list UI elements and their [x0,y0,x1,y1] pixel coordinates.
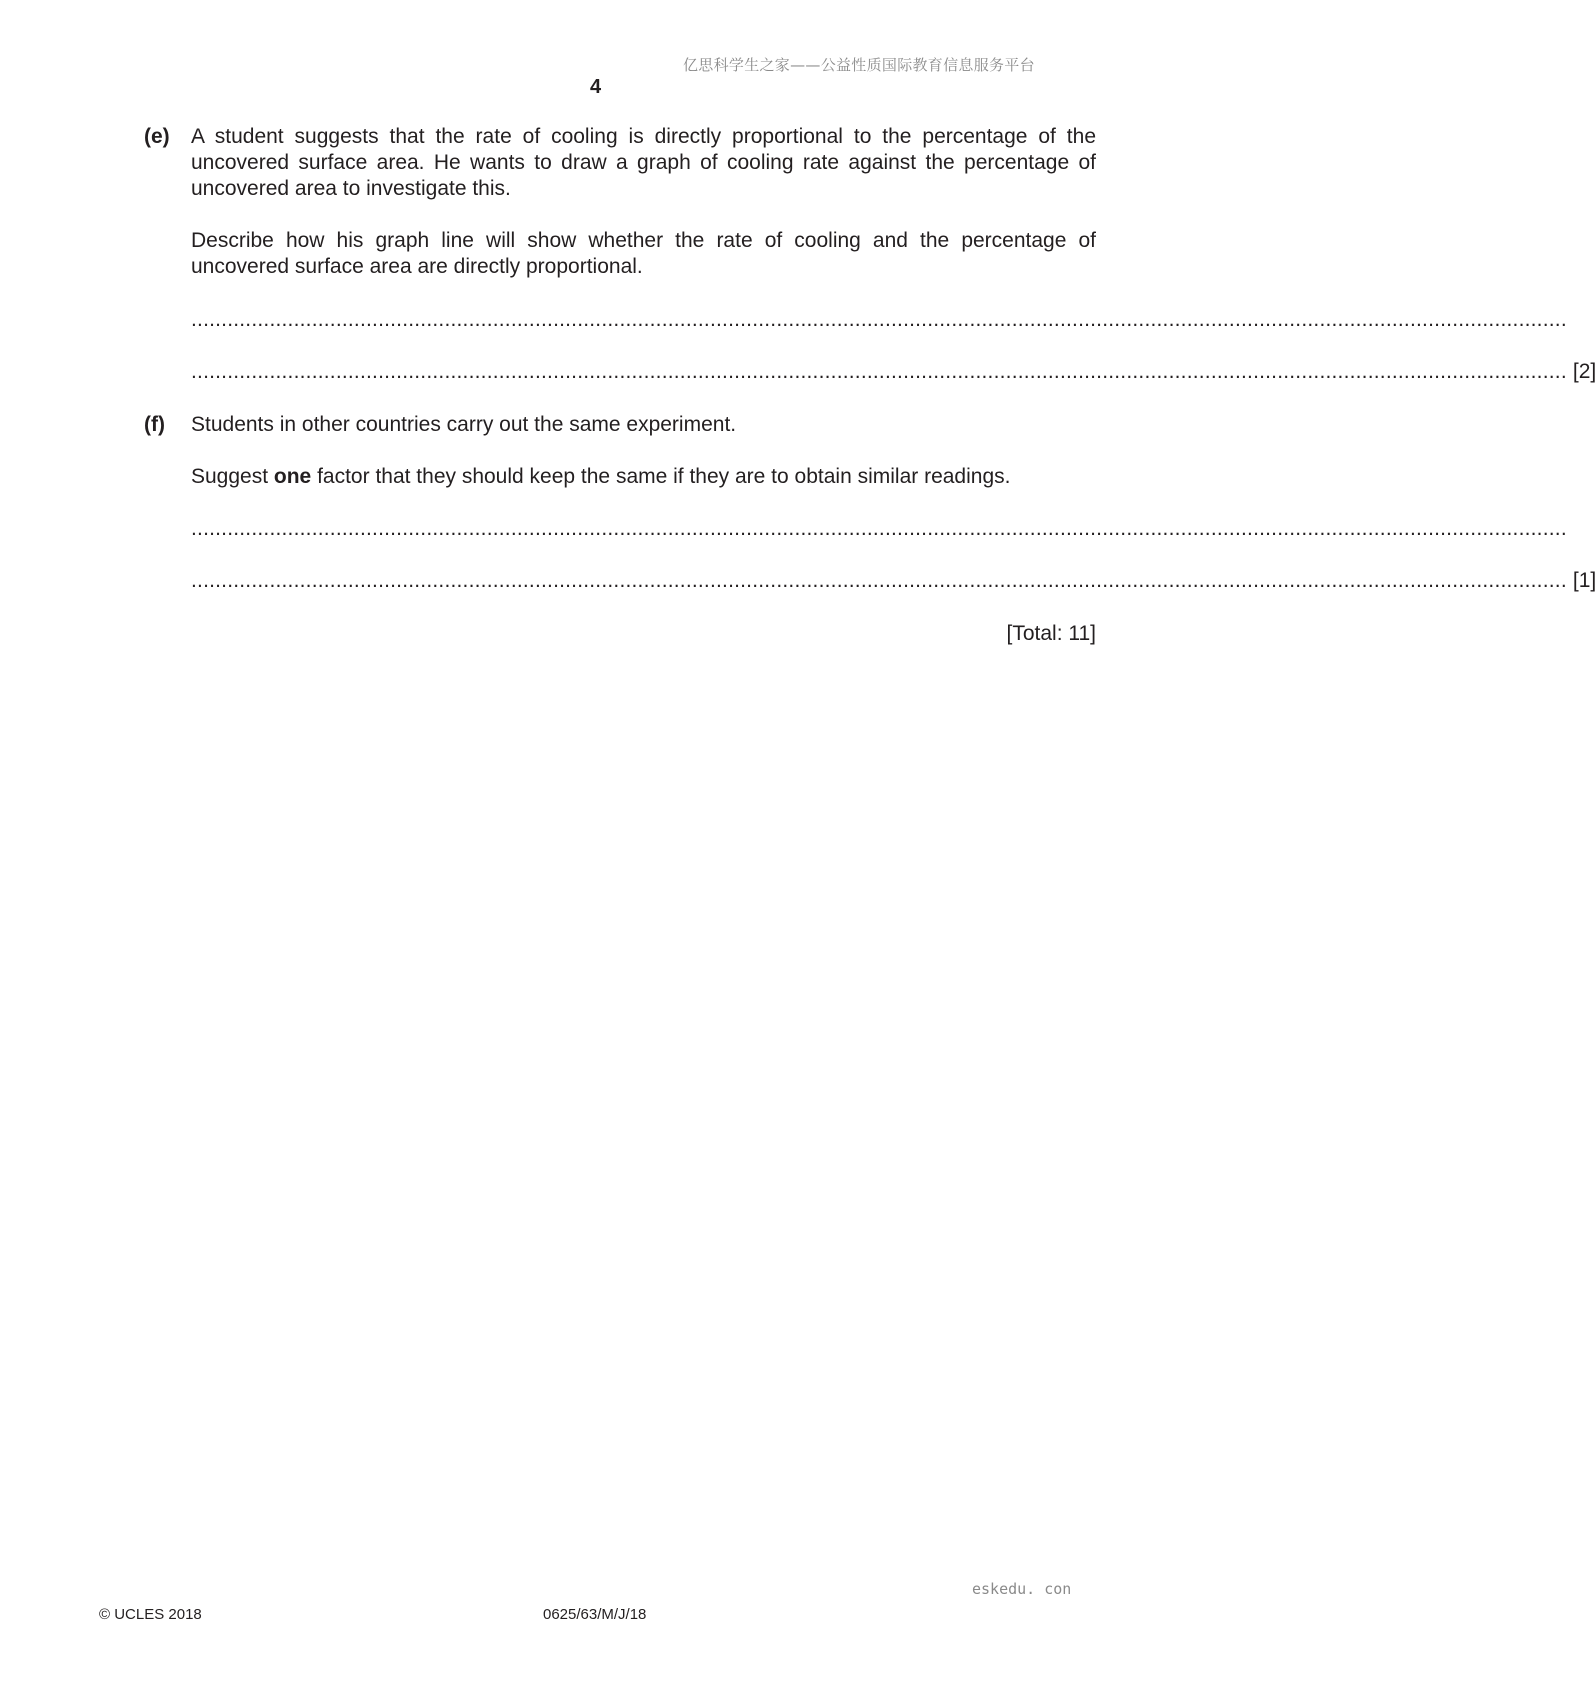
dotted-line: .................................................................................................................................................................................................................................... [191,308,1567,331]
copyright: © UCLES 2018 [99,1606,202,1623]
answer-line[interactable] [191,567,1596,595]
marks-label: [2] [1572,360,1596,383]
answer-line[interactable] [191,358,1596,386]
question-label: (e) [144,125,170,148]
dotted-line: .................................................................................................................................................................................................................................... [191,360,1567,383]
question-label: (f) [144,413,165,436]
question-text: Students in other countries carry out the same experiment. [191,413,737,436]
header-watermark: 亿思科学生之家——公益性质国际教育信息服务平台 [683,56,1035,74]
dotted-line: .................................................................................................................................................................................................................................... [191,517,1567,540]
question-body [191,124,1096,280]
emphasis-word: one [273,465,312,488]
footer-watermark: eskedu. con [972,1580,1072,1598]
answer-line[interactable] [191,515,1567,543]
marks-label: [1] [1572,569,1596,592]
question-instruction: Describe how his graph line will show whether the rate of cooling and the percentage of uncovered surface area are directly proportional. [191,229,1096,278]
page-number: 4 [589,76,602,98]
instruction-suffix: factor that they should keep the same if they are to obtain similar readings. [311,465,1011,488]
answer-line[interactable] [191,306,1567,334]
question-text: A student suggests that the rate of cooling is directly proportional to the percentage of the uncovered surface area. He wants to draw a graph of cooling rate against the percentage of uncovered area to investigate this. [191,125,1096,200]
question-f [144,412,1096,492]
dotted-line: .................................................................................................................................................................................................................................... [191,569,1567,592]
instruction-prefix: Suggest [191,465,274,488]
paper-code: 0625/63/M/J/18 [543,1606,647,1623]
question-body [191,412,1096,490]
question-instruction [191,464,1096,490]
question-e [144,124,1096,278]
total-marks: [Total: 11] [1006,622,1096,645]
